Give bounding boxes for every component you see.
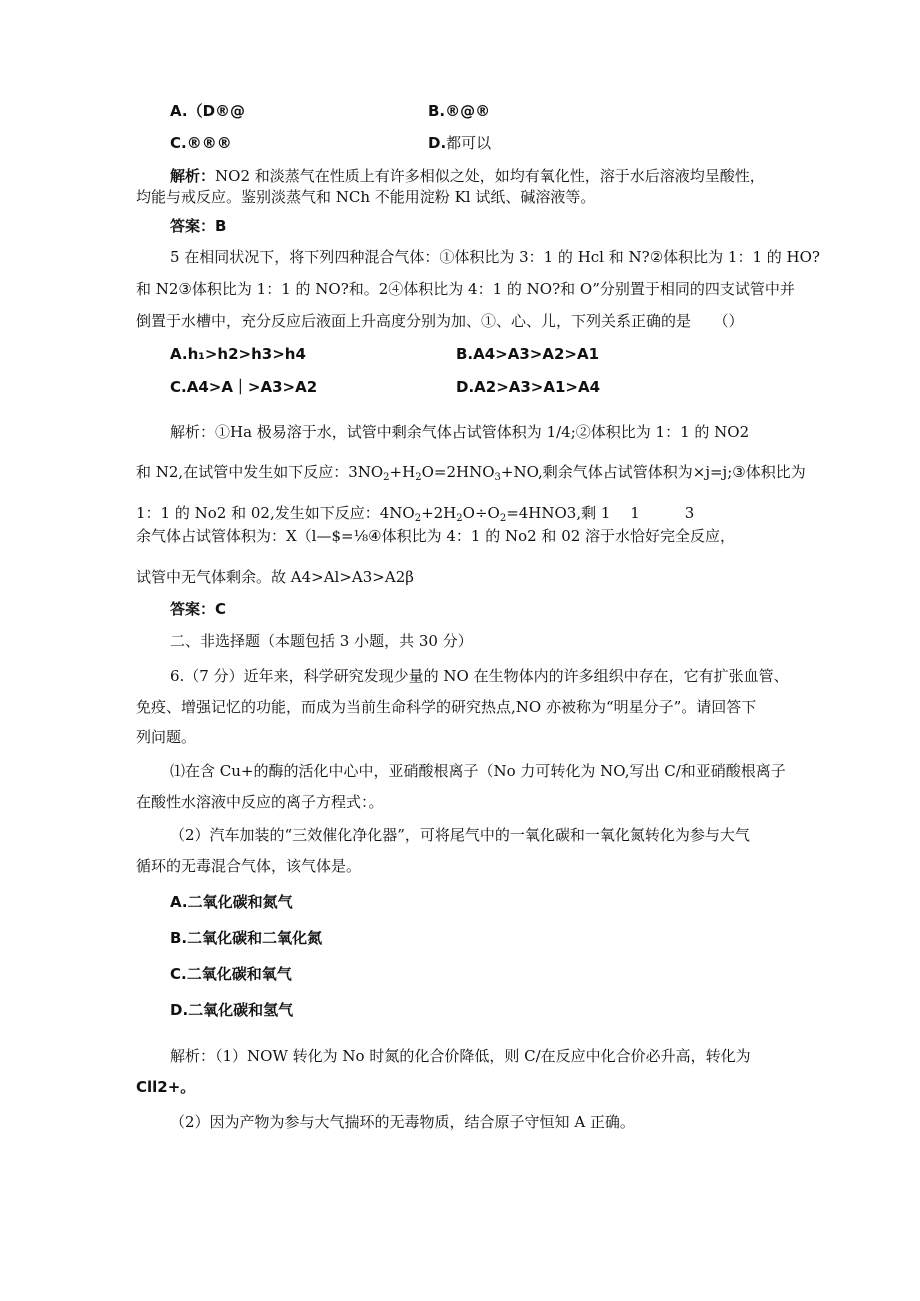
q6-stem-line3: 列问题。 [136, 728, 197, 746]
q4-analysis-label: 解析： [170, 167, 216, 185]
q6-part2-line2: 循环的无毒混合气体，该气体是。 [136, 857, 362, 875]
q5-analysis-line3-d: =4HNO3,剩 1 1 3 [506, 504, 695, 522]
subscript: 2 [415, 472, 422, 483]
subscript: 2 [456, 513, 463, 524]
q5-analysis-line4: 余气体占试管体积为：X（l—$=⅛④体积比为 4：1 的 No2 和 02 溶于水恰好完全反应， [136, 527, 736, 545]
section-heading: 二、非选择题（本题包括 3 小题，共 30 分） [170, 632, 473, 650]
subscript: 2 [383, 472, 390, 483]
q5-option-c: C.A4>A｜>A3>A2 [170, 378, 318, 396]
q5-analysis-line3-b: +2H [421, 504, 457, 522]
subscript: 2 [499, 513, 507, 524]
q4-option-c: C.®®® [170, 134, 232, 152]
q4-option-d-text: 都可以 [446, 134, 492, 152]
q5-analysis-line2-a: 和 N2,在试管中发生如下反应：3NO [136, 463, 384, 481]
q6-stem-line2: 免疫、增强记忆的功能，而成为当前生命科学的研究热点,NO 亦被称为“明星分子”。请回答下 [136, 698, 757, 716]
q6-analysis-line3: （2）因为产物为参与大气揣环的无毒物质，结合原子守恒知 A 正确。 [170, 1113, 635, 1131]
q5-analysis-line2 [136, 462, 806, 488]
q6-option-a: A.二氧化碳和氮气 [170, 893, 293, 911]
subscript: 3 [494, 472, 501, 483]
q5-analysis-line2-c: O=2HNO [421, 463, 495, 481]
subscript: 2 [414, 513, 422, 524]
q6-analysis-line2: Cll2+。 [136, 1078, 196, 1096]
q5-stem-line1: 5 在相同状况下，将下列四种混合气体：①体积比为 3：1 的 Hcl 和 N?②体积比为 1：1 的 HO? [170, 248, 820, 266]
q5-answer: 答案：C [170, 600, 227, 618]
q5-option-d: D.A2>A3>A1>A4 [456, 378, 601, 396]
q4-option-b: B.®@® [428, 102, 491, 120]
q6-part1-line1: ⑴在含 Cu+的酶的活化中心中，亚硝酸根离子（No 力可转化为 NO,写出 C/和亚硝酸根离子 [170, 762, 786, 780]
q5-option-b: B.A4>A3>A2>A1 [456, 345, 600, 363]
q5-option-a: A.h₁>h2>h3>h4 [170, 345, 306, 363]
q4-analysis-line1 [170, 166, 765, 186]
q5-stem-line2: 和 N2③体积比为 1：1 的 NO?和。2④体积比为 4：1 的 NO?和 O”分别置于相同的四支试管中并 [136, 280, 795, 298]
q4-answer: 答案：B [170, 217, 227, 235]
q4-analysis-text1: NO2 和淡蒸气在性质上有许多相似之处，如均有氧化性，溶于水后溶液均呈酸性， [215, 167, 765, 185]
q5-analysis-line2-d: +NO,剩余气体占试管体积为×j=j;③体积比为 [500, 463, 806, 481]
q4-option-a: A.（D®@ [170, 102, 246, 120]
q5-analysis-line3-a: 1：1 的 No2 和 02,发生如下反应：4NO [136, 504, 415, 522]
q6-part1-line2: 在酸性水溶液中反应的离子方程式：。 [136, 793, 384, 811]
q6-option-b: B.二氧化碳和二氧化氮 [170, 929, 323, 947]
q6-option-c: C.二氧化碳和氧气 [170, 965, 292, 983]
q4-analysis-line2: 均能与戒反应。鉴别淡蒸气和 NCh 不能用淀粉 Kl 试纸、碱溶液等。 [136, 188, 596, 206]
q6-option-d: D.二氧化碳和氢气 [170, 1001, 294, 1019]
q5-analysis-line2-b: +H [389, 463, 416, 481]
q4-option-d-label: D. [428, 134, 447, 152]
q5-stem-line3: 倒置于水槽中，充分反应后液面上升高度分别为加、①、心、儿，下列关系正确的是 （） [136, 312, 744, 330]
q5-analysis-line5: 试管中无气体剩余。故 A4>Al>A3>A2β [136, 568, 414, 586]
q6-analysis-line1: 解析：（1）NOW 转化为 No 时氮的化合价降低，则 C/在反应中化合价必升高，转化为 [170, 1047, 751, 1065]
q5-analysis-line1: 解析：①Ha 极易溶于水，试管中剩余气体占试管体积为 1/4;②体积比为 1：1 的 NO2 [170, 423, 750, 441]
q4-option-d [428, 133, 491, 153]
q5-analysis-line3-c: O÷O [462, 504, 500, 522]
q6-part2-line1: （2）汽车加装的“三效催化净化器”，可将尾气中的一氧化碳和一氧化氮转化为参与大气 [170, 826, 750, 844]
q6-stem-line1: 6.（7 分）近年来，科学研究发现少量的 NO 在生物体内的许多组织中存在，它有扩张血管、 [170, 667, 789, 685]
